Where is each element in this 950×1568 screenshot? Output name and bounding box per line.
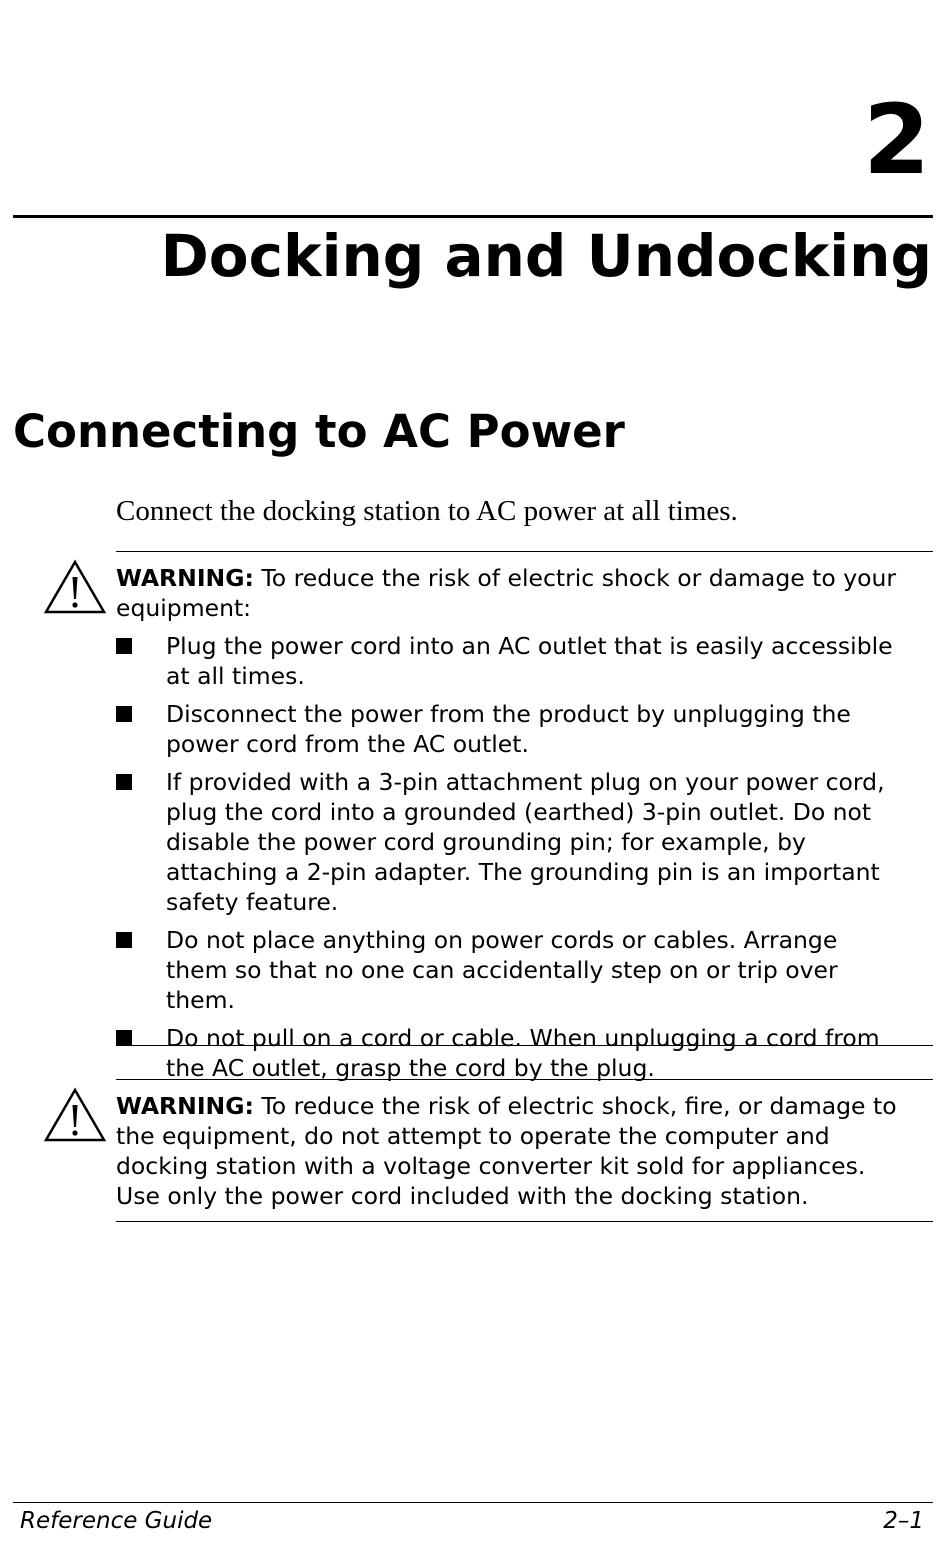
square-bullet-icon [116,638,132,654]
list-item [116,1023,906,1083]
section-title: Connecting to AC Power [13,405,625,458]
chapter-title: Docking and Undocking [160,222,932,290]
warning1-top-rule [116,551,933,552]
warning1-bottom-rule [116,1045,933,1046]
square-bullet-icon [116,1030,132,1046]
warning2-label: WARNING: [116,1092,254,1120]
square-bullet-icon [116,774,132,790]
warning-triangle-icon [43,559,107,615]
footer-page-number: 2–1 [883,1508,924,1534]
list-item-text: Do not pull on a cord or cable. When unplugging a cord from the AC outlet, grasp the cord by the plug. [166,1024,880,1082]
list-item-text: If provided with a 3-pin attachment plug on your power cord, plug the cord into a grounded (earthed) 3-pin outlet. Do not disable the power cord grounding pin; for example, by attaching a 2-pin adapter. The grounding pin is an important safety feature. [166,768,885,916]
warning-triangle-icon [43,1087,107,1143]
list-item-text: Disconnect the power from the product by unplugging the power cord from the AC outlet. [166,700,851,758]
footer-guide-title: Reference Guide [20,1508,213,1534]
warning1-list [116,631,906,1091]
list-item-text: Plug the power cord into an AC outlet that is easily accessible at all times. [166,632,893,690]
section-intro: Connect the docking station to AC power at all times. [116,495,738,527]
chapter-rule [13,215,933,218]
warning1-label: WARNING: [116,564,254,592]
warning1-body: To reduce the risk of electric shock or damage to your equipment: [116,564,897,622]
list-item [116,699,906,759]
warning2-text [116,1091,916,1211]
square-bullet-icon [116,932,132,948]
square-bullet-icon [116,706,132,722]
warning2-top-rule [116,1079,933,1080]
list-item-text: Do not place anything on power cords or cables. Arrange them so that no one can accidentally step on or trip over them. [166,926,838,1014]
footer-rule [13,1502,933,1503]
list-item [116,925,906,1015]
warning2-bottom-rule [116,1221,933,1222]
chapter-number: 2 [863,84,930,196]
list-item [116,767,906,917]
list-item [116,631,906,691]
warning2-body: To reduce the risk of electric shock, fire, or damage to the equipment, do not attempt to operate the computer and docking station with a voltage converter kit sold for appliances. Use only the power cord included with the docking station. [116,1092,897,1210]
warning1-text [116,563,916,623]
